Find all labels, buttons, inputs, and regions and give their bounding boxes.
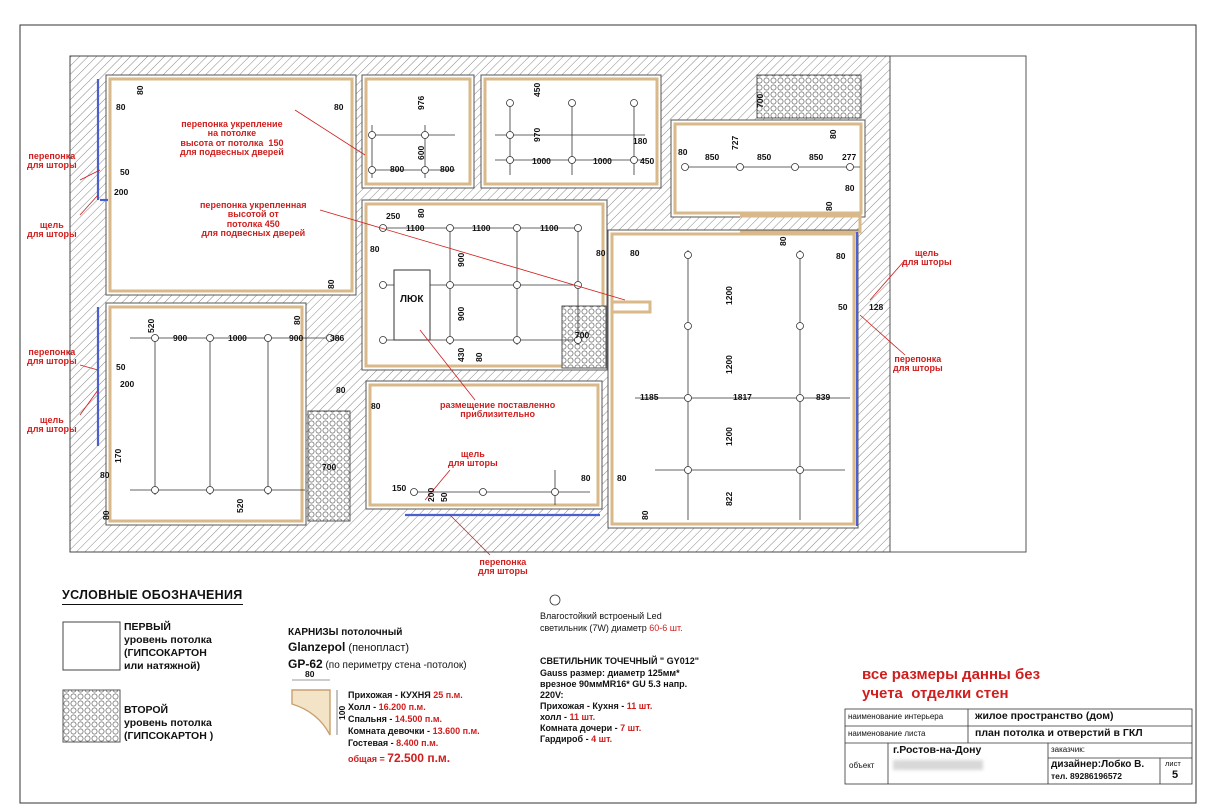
dim: 80 [326,279,336,289]
label-partition-150: перепонка укрепление на потолке высота от потолка 150 для подвесных дверей [180,119,284,158]
legend-first-swatch [63,622,120,670]
tb-address-blurred [893,760,983,770]
label-curtain-slot-2: щель для шторы [27,415,77,435]
dim: 1100 [472,223,491,233]
dim: 450 [640,156,655,166]
cornice-total: общая = 72.500 п.м. [348,751,451,765]
cornice-note: (по периметру стена -потолок) [322,660,467,671]
tb-sheet-number: 5 [1172,769,1179,781]
dim: 900 [456,306,466,321]
tb-object-key: объект [849,761,875,770]
tb-phone: тел. 89286196572 [1051,771,1123,781]
cornice-height: 100 [337,705,347,720]
dim: 80 [292,315,302,325]
label-curtain-slot-right: щель для шторы [902,248,952,268]
legend-first-line-4: или натяжной) [124,660,201,672]
dim: 50 [120,167,130,177]
label-approx-placement: размещение поставленно приблизительно [440,400,556,420]
dim: 900 [289,333,304,343]
dim: 80 [370,244,380,254]
dim: 1817 [733,392,752,402]
dim: 80 [617,473,627,483]
dim: 1200 [724,286,734,305]
dim: 80 [336,385,346,395]
tb-sheet-key: наименование листа [848,729,926,738]
dim: 839 [816,392,831,402]
dim: 80 [836,251,846,261]
dim: 80 [640,510,650,520]
dim: 50 [439,492,449,502]
dim: 200 [114,187,129,197]
dim: 900 [456,252,466,267]
spot-row: Прихожая - Кухня - 11 шт. [540,701,653,711]
dim: 128 [869,302,884,312]
dim: 1100 [406,223,425,233]
cornice-model: GP-62 [288,657,323,671]
dim: 250 [386,211,401,221]
dim: 277 [842,152,857,162]
tb-interior-key: наименование интерьера [848,712,944,721]
label-curtain-slot-center: щель для шторы [448,449,498,469]
dim: 850 [705,152,720,162]
spot-line-2: врезное 90ммMR16* GU 5.3 напр. [540,679,688,689]
cornice-line-3 [288,658,467,672]
legend-first-line-2: уровень потолка [124,634,212,646]
dim: 80 [334,102,344,112]
tb-sheet-label: лист [1165,759,1181,768]
label-curtain-partition-2: перепонка для шторы [27,347,77,367]
dimensions-note: все размеры данны без учета отделки стен [862,666,1041,702]
dim: 80 [630,248,640,258]
legend-second-line-3: (ГИПСОКАРТОН ) [124,730,214,742]
dim: 80 [474,352,484,362]
cornice-material: (пенопласт) [345,642,410,654]
tb-designer: дизайнер:Лобко В. [1051,759,1145,770]
dim: 700 [575,330,590,340]
dim: 80 [371,401,381,411]
dim: 80 [778,236,788,246]
spot-line-3: 220V: [540,690,564,700]
dim: 850 [809,152,824,162]
dim: 430 [456,347,466,362]
dim: 850 [757,152,772,162]
dim: 50 [838,302,848,312]
dim: 700 [322,462,337,472]
dim: 520 [146,318,156,333]
legend-led-symbol [550,595,560,605]
dim: 80 [596,248,606,258]
led-line-1: Влагостойкий встроеный Led [540,611,662,621]
dim: 80 [678,147,688,157]
dim: 800 [440,164,455,174]
dim: 200 [426,487,436,502]
label-curtain-partition-1: перепонка для шторы [27,151,77,171]
cornice-item: Прихожая - КУХНЯ 25 п.м. [348,690,463,700]
dim: 900 [173,333,188,343]
cornice-item: Холл - 16.200 п.м. [348,702,426,712]
legend-first-line-1: ПЕРВЫЙ [124,621,171,633]
led-line-2: светильник (7W) диаметр 60-6 шт. [540,623,683,633]
cornice-profile [292,690,330,735]
dim: 1100 [540,223,559,233]
spot-row: Комната дочери - 7 шт. [540,723,642,733]
legend-second-line-1: ВТОРОЙ [124,704,169,716]
legend-first-line-3: (ГИПСОКАРТОН [124,647,207,659]
label-curtain-slot-1: щель для шторы [27,220,77,240]
label-partition-450: перепонка укрепленная высотой от потолка 450 для подвесных дверей [200,200,307,239]
cornice-item: Комната девочки - 13.600 п.м. [348,726,480,736]
cornice-line-2 [288,641,409,655]
dim: 600 [416,145,426,160]
dim: 80 [116,102,126,112]
dim: 80 [135,85,145,95]
tb-customer: заказчик: [1051,745,1085,754]
dim: 50 [116,362,126,372]
label-curtain-partition-bottom: перепонка для шторы [478,557,528,577]
dim: 700 [755,93,765,108]
label-curtain-partition-right: перепонка для шторы [893,354,943,374]
cornice-line-1: КАРНИЗЫ потолочный [288,627,403,638]
dim: 1000 [593,156,612,166]
cornice-width: 80 [305,669,315,679]
dim: 976 [416,95,426,110]
dim: 200 [120,379,135,389]
spot-title: СВЕТИЛЬНИК ТОЧЕЧНЫЙ " GY012" [540,656,699,666]
dim: 386 [330,333,345,343]
tb-interior-value: жилое пространство (дом) [975,710,1114,722]
tb-sheet-value: план потолка и отверстий в ГКЛ [975,727,1143,739]
spot-line-1: Gauss размер: диаметр 125мм* [540,668,680,678]
spot-row: Гардироб - 4 шт. [540,734,613,744]
dim: 970 [532,127,542,142]
dim: 150 [392,483,407,493]
dim: 1000 [532,156,551,166]
dim: 520 [235,498,245,513]
dim: 1200 [724,427,734,446]
dim: 822 [724,491,734,506]
dim: 80 [101,510,111,520]
dim: 80 [845,183,855,193]
spot-row: холл - 11 шт. [540,712,596,722]
dim: 800 [390,164,405,174]
dim: 80 [100,470,110,480]
cornice-item: Спальня - 14.500 п.м. [348,714,443,724]
cornice-brand: Glanzepol [288,640,346,654]
dim: 80 [824,201,834,211]
dim: 80 [828,129,838,139]
dim: 80 [416,208,426,218]
dim: 80 [581,473,591,483]
tb-city: г.Ростов-на-Дону [893,744,982,756]
dim: 1200 [724,355,734,374]
dim: 180 [633,136,648,146]
legend-second-swatch [63,690,120,742]
legend-title: УСЛОВНЫЕ ОБОЗНАЧЕНИЯ [62,589,243,605]
dim: 170 [113,448,123,463]
dim: 1185 [640,392,659,402]
label-luk: ЛЮК [400,294,424,305]
dim: 727 [730,135,740,150]
dim: 1000 [228,333,247,343]
legend-second-line-2: уровень потолка [124,717,212,729]
dim: 450 [532,82,542,97]
cornice-item: Гостевая - 8.400 п.м. [348,738,439,748]
